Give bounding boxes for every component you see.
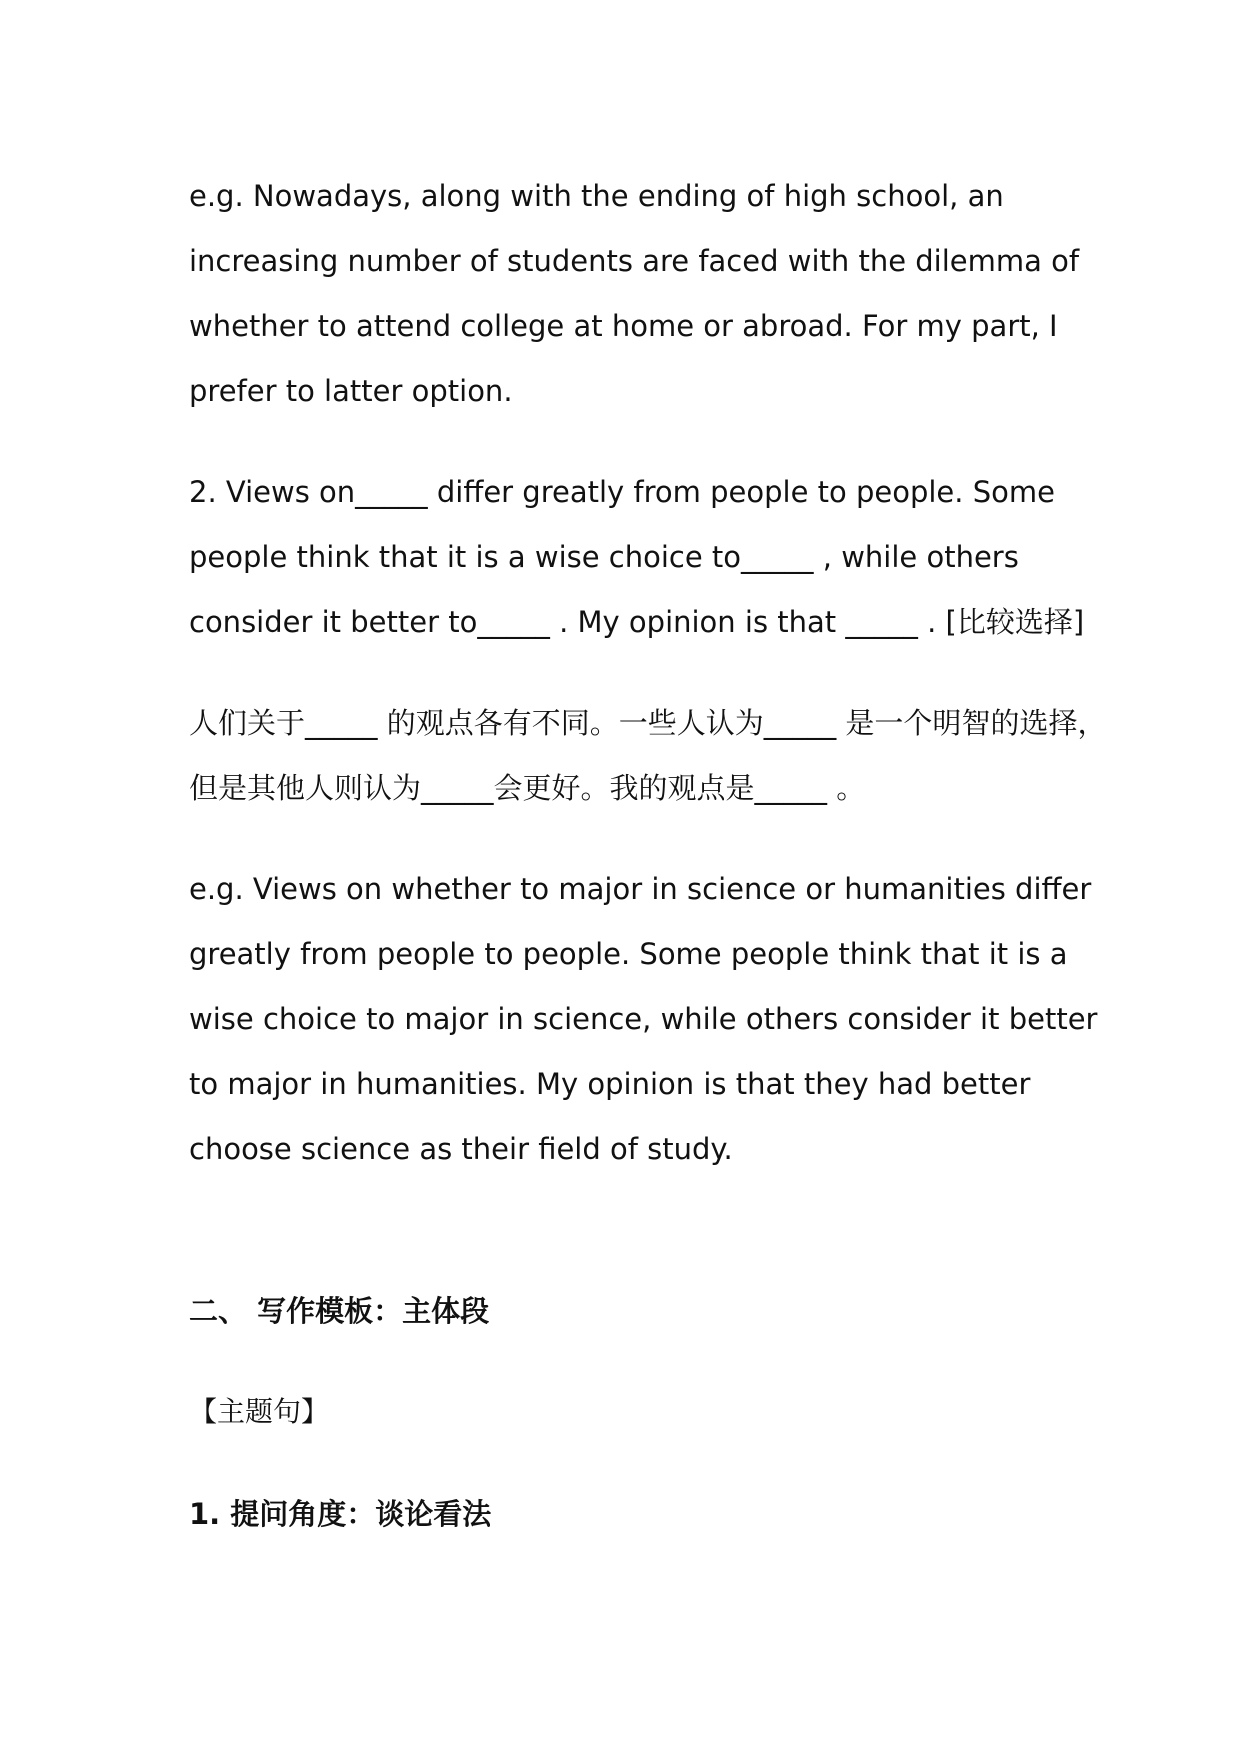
topic-sentence-label: 【主题句】 [189,1395,330,1428]
example2-line-1: e.g. Views on whether to major in science or humanities differ [189,872,1092,906]
example2-line-5: choose science as their field of study. [189,1132,733,1166]
subsection-heading: 1. 提问角度：谈论看法 [189,1497,492,1531]
example2-line-2: greatly from people to people. Some people think that it is a [189,937,1068,971]
example1-line-2: increasing number of students are faced with the dilemma of [189,244,1080,278]
template2-line-2: people think that it is a wise choice to_____ , while others [189,540,1019,574]
section-heading: 二、 写作模板：主体段 [189,1294,490,1328]
template2-line-1: 2. Views on_____ differ greatly from people to people. Some [189,475,1055,509]
example1-line-1: e.g. Nowadays, along with the ending of high school, an [189,179,1004,213]
translation2-line-1: 人们关于_____ 的观点各有不同。一些人认为_____ 是一个明智的选择， [189,706,1107,740]
example2-line-3: wise choice to major in science, while others consider it better [189,1002,1098,1036]
translation2-line-2: 但是其他人则认为_____会更好。我的观点是_____ 。 [189,771,866,805]
example1-line-4: prefer to latter option. [189,374,513,408]
example1-line-3: whether to attend college at home or abroad. For my part, I [189,309,1058,343]
template2-line-3: consider it better to_____ . My opinion is that _____ . [比较选择] [189,605,1085,639]
example2-line-4: to major in humanities. My opinion is that they had better [189,1067,1031,1101]
